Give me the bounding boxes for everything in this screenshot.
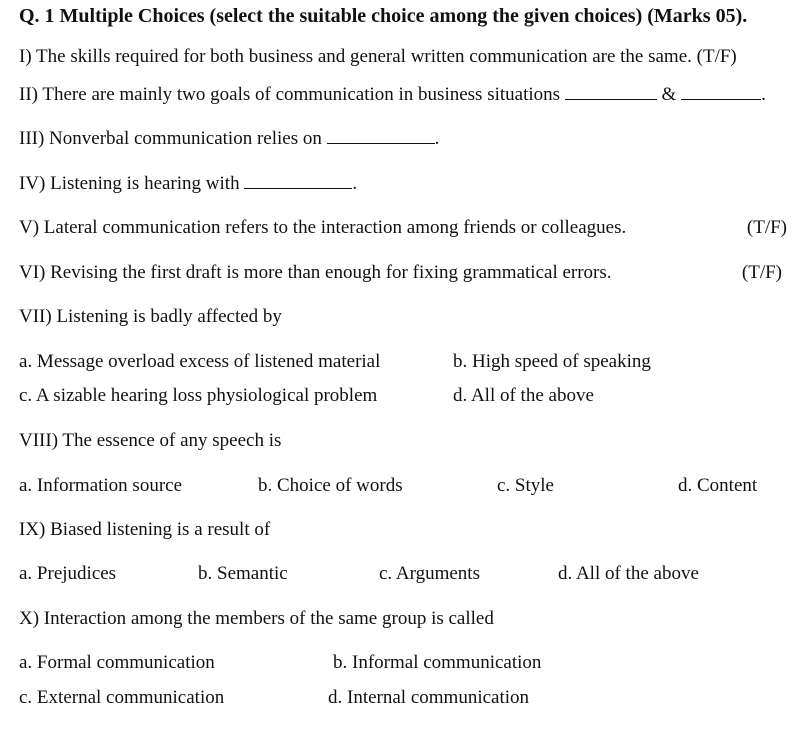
choice-c[interactable]: c. A sizable hearing loss physiological problem [19, 385, 378, 406]
item-8: VIII) The essence of any speech is [19, 430, 282, 451]
choice-a[interactable]: a. Formal communication [19, 652, 215, 673]
choice-d[interactable]: d. All of the above [558, 563, 699, 584]
item-10: X) Interaction among the members of the same group is called [19, 608, 494, 629]
choice-c[interactable]: c. External communication [19, 687, 225, 708]
item-4-text: IV) Listening is hearing with [19, 173, 240, 194]
true-false-marker: (T/F) [746, 217, 787, 238]
item-9: IX) Biased listening is a result of [19, 519, 271, 540]
item-5: V) Lateral communication refers to the interaction among friends or colleagues. [19, 217, 627, 238]
period: . [761, 84, 766, 105]
choice-b[interactable]: b. Semantic [198, 563, 288, 584]
item-7: VII) Listening is badly affected by [19, 306, 282, 327]
question-title: Q. 1 Multiple Choices (select the suitable choice among the given choices) (Marks 05). [19, 5, 748, 27]
choice-c[interactable]: c. Style [497, 475, 554, 496]
period: . [434, 128, 440, 149]
choice-d[interactable]: d. All of the above [453, 385, 594, 406]
choice-b[interactable]: b. Informal communication [333, 652, 542, 673]
item-3 [19, 127, 439, 151]
choice-a[interactable]: a. Information source [19, 475, 183, 496]
item-2-text: II) There are mainly two goals of communication in business situations [19, 84, 561, 105]
choice-d[interactable]: d. Internal communication [328, 687, 530, 708]
period: . [352, 173, 358, 194]
answer-blank[interactable] [681, 83, 761, 100]
choice-c[interactable]: c. Arguments [379, 563, 480, 584]
true-false-marker: (T/F) [741, 262, 782, 283]
answer-blank[interactable] [565, 83, 657, 100]
choice-a[interactable]: a. Prejudices [19, 563, 117, 584]
choice-a[interactable]: a. Message overload excess of listened material [19, 351, 381, 372]
choice-b[interactable]: b. Choice of words [258, 475, 403, 496]
item-3-text: III) Nonverbal communication relies on [19, 128, 322, 149]
choice-b[interactable]: b. High speed of speaking [453, 351, 651, 372]
item-1: I) The skills required for both business and general written communication are the same. (T/F) [19, 46, 737, 67]
answer-blank[interactable] [327, 127, 435, 144]
choice-d[interactable]: d. Content [678, 475, 758, 496]
answer-blank[interactable] [244, 172, 352, 189]
item-2 [19, 83, 766, 107]
item-4 [19, 172, 357, 196]
item-6: VI) Revising the first draft is more than enough for fixing grammatical errors. [19, 262, 612, 283]
ampersand: & [661, 84, 677, 105]
